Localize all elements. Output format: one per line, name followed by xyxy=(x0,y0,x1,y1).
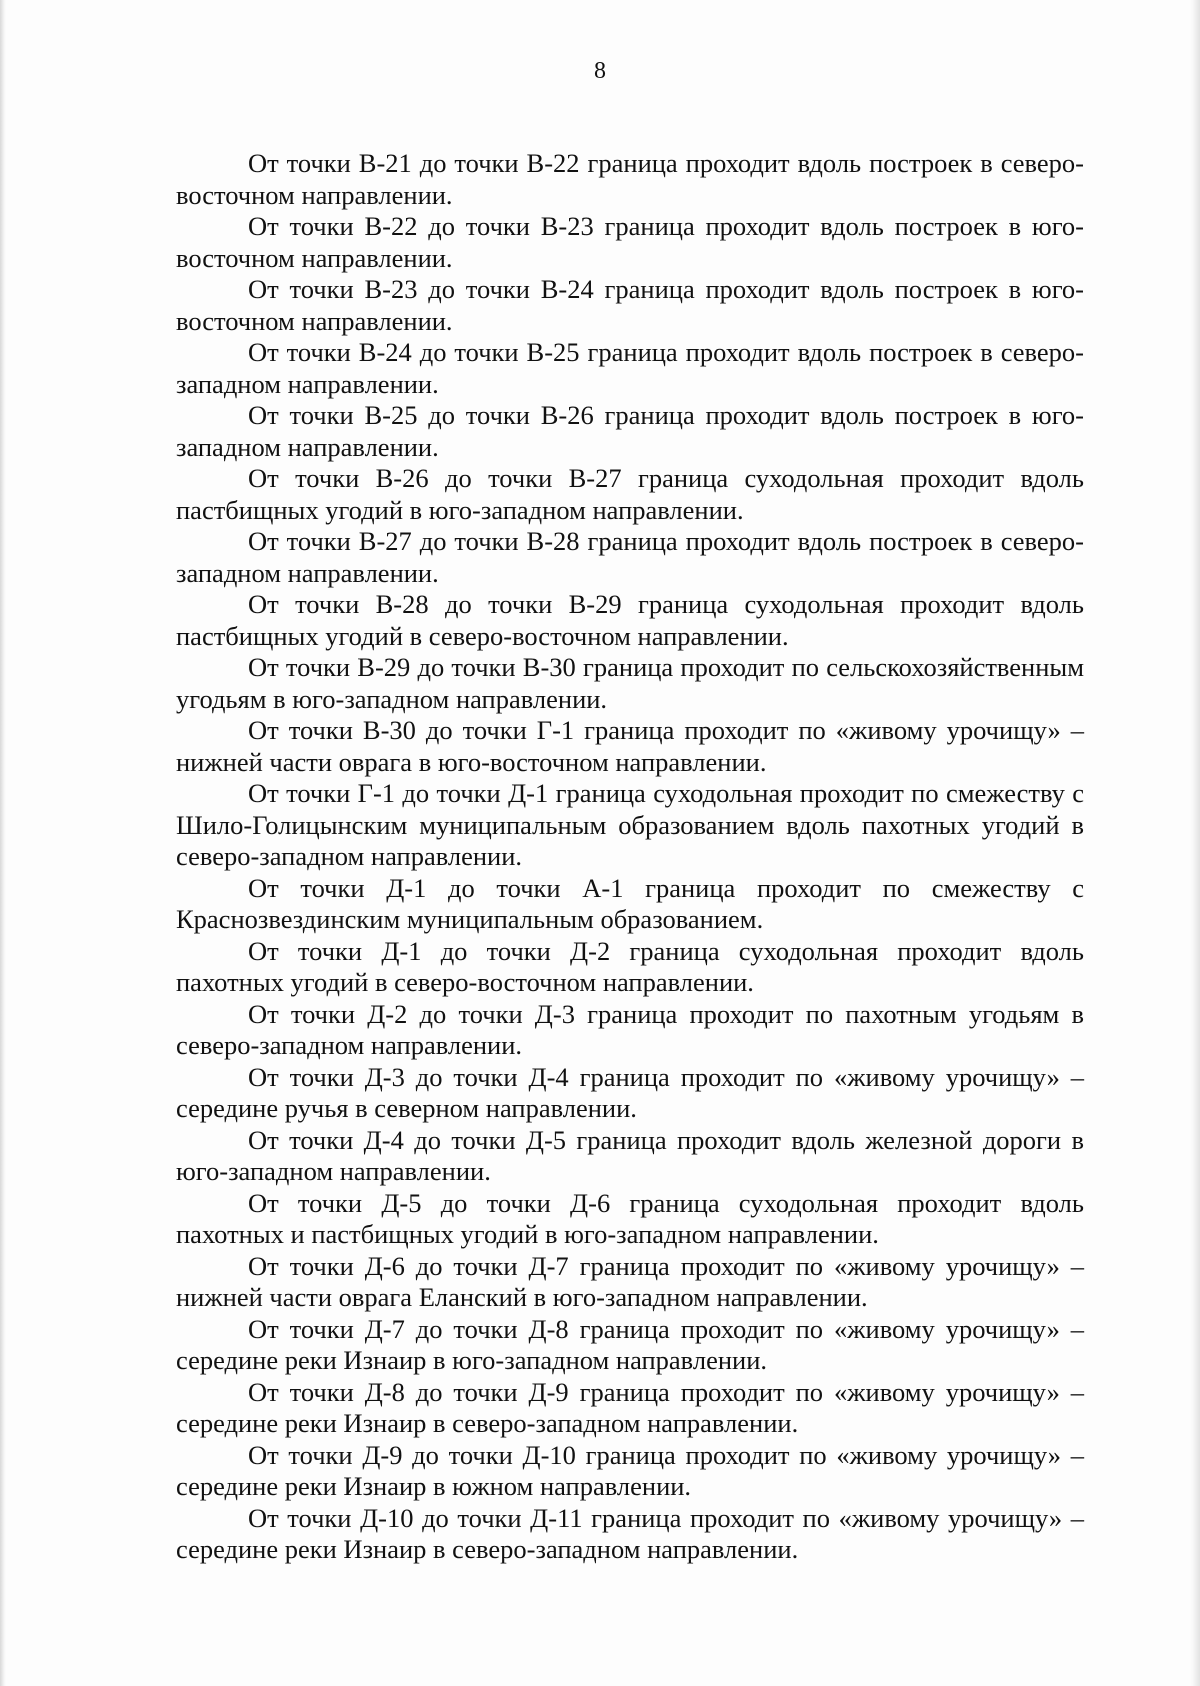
paragraph: От точки В-24 до точки В-25 граница проходит вдоль построек в северо-западном направлении. xyxy=(176,337,1084,399)
page-number: 8 xyxy=(594,58,606,84)
paragraph: От точки В-26 до точки В-27 граница суходольная проходит вдоль пастбищных угодий в юго-западном направлении. xyxy=(176,463,1084,525)
scan-edge-left xyxy=(0,0,6,1686)
paragraph: От точки Д-1 до точки А-1 граница проходит по смежеству с Краснозвездинским муниципальным образованием. xyxy=(176,872,1084,934)
paragraph: От точки Д-6 до точки Д-7 граница проходит по «живому урочищу» – нижней части оврага Еланский в юго-западном направлении. xyxy=(176,1250,1084,1312)
paragraph: От точки Д-1 до точки Д-2 граница суходольная проходит вдоль пахотных угодий в северо-восточном направлении. xyxy=(176,935,1084,997)
paragraph: От точки В-28 до точки В-29 граница суходольная проходит вдоль пастбищных угодий в северо-восточном направлении. xyxy=(176,589,1084,651)
paragraph: От точки Д-7 до точки Д-8 граница проходит по «живому урочищу» – середине реки Изнаир в юго-западном направлении. xyxy=(176,1313,1084,1375)
paragraph: От точки В-21 до точки В-22 граница проходит вдоль построек в северо-восточном направлении. xyxy=(176,148,1084,210)
paragraph: От точки Д-2 до точки Д-3 граница проходит по пахотным угодьям в северо-западном направлении. xyxy=(176,998,1084,1060)
paragraph: От точки Г-1 до точки Д-1 граница суходольная проходит по смежеству с Шило-Голицынским муниципальным образованием вдоль пахотных угодий в северо-западном направлении. xyxy=(176,778,1084,871)
paragraph: От точки Д-8 до точки Д-9 граница проходит по «живому урочищу» – середине реки Изнаир в северо-западном направлении. xyxy=(176,1376,1084,1438)
paragraph: От точки Д-9 до точки Д-10 граница проходит по «живому урочищу» – середине реки Изнаир в южном направлении. xyxy=(176,1439,1084,1501)
paragraph: От точки В-29 до точки В-30 граница проходит по сельскохозяйственным угодьям в юго-западном направлении. xyxy=(176,652,1084,714)
paragraph: От точки Д-10 до точки Д-11 граница проходит по «живому урочищу» – середине реки Изнаир в северо-западном направлении. xyxy=(176,1502,1084,1564)
paragraph: От точки В-22 до точки В-23 граница проходит вдоль построек в юго-восточном направлении. xyxy=(176,211,1084,273)
scan-edge-right xyxy=(1190,0,1200,1686)
paragraph: От точки Д-3 до точки Д-4 граница проходит по «живому урочищу» – середине ручья в северном направлении. xyxy=(176,1061,1084,1123)
paragraph: От точки Д-5 до точки Д-6 граница суходольная проходит вдоль пахотных и пастбищных угодий в юго-западном направлении. xyxy=(176,1187,1084,1249)
paragraph: От точки Д-4 до точки Д-5 граница проходит вдоль железной дороги в юго-западном направлении. xyxy=(176,1124,1084,1186)
paragraph: От точки В-27 до точки В-28 граница проходит вдоль построек в северо-западном направлении. xyxy=(176,526,1084,588)
paragraph: От точки В-30 до точки Г-1 граница проходит по «живому урочищу» – нижней части оврага в юго-восточном направлении. xyxy=(176,715,1084,777)
paragraph: От точки В-23 до точки В-24 граница проходит вдоль построек в юго-восточном направлении. xyxy=(176,274,1084,336)
paragraph: От точки В-25 до точки В-26 граница проходит вдоль построек в юго-западном направлении. xyxy=(176,400,1084,462)
document-body xyxy=(176,148,1084,1566)
